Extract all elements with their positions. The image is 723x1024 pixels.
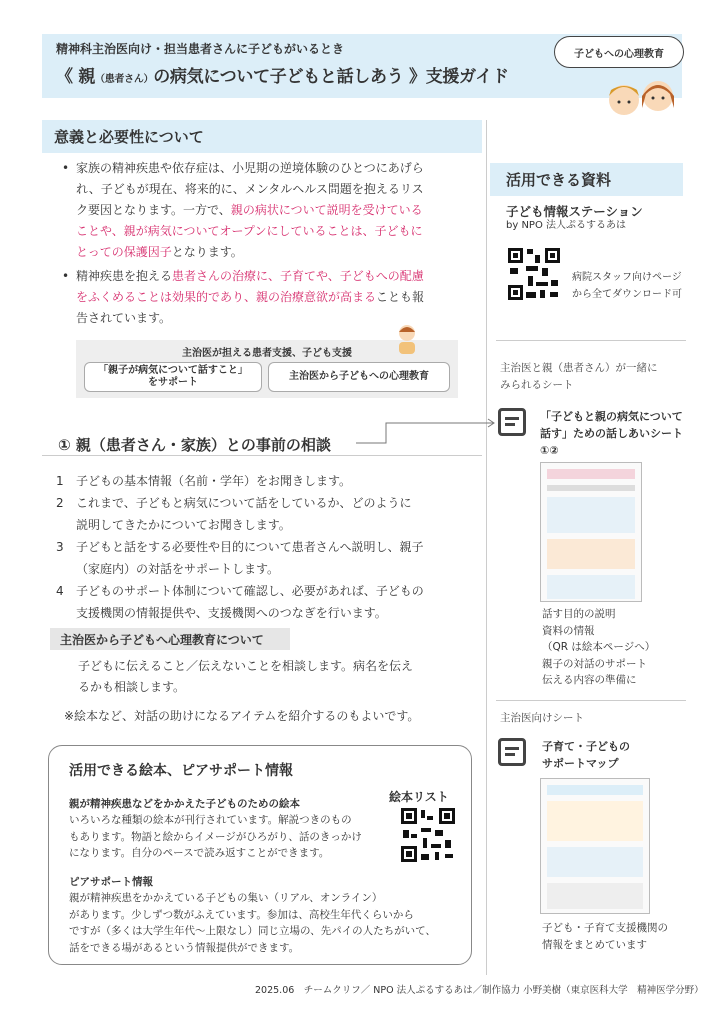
peer-heading: ピアサポート情報: [69, 876, 153, 888]
psychoed-tag: 主治医から子どもへ心理教育について: [50, 628, 290, 650]
step-2: 2 これまで、子どもと病気について話をしているか、どのように 説明してきたかについてお聞きします。: [56, 496, 412, 532]
station-name: 子ども情報ステーション: [506, 204, 643, 219]
note: ※絵本など、対話の助けになるアイテムを紹介するのもよいです。: [64, 709, 420, 723]
column-divider: [486, 120, 487, 975]
divider: [496, 700, 686, 701]
sheet1-thumbnail[interactable]: [540, 462, 642, 602]
bullet-2: • 精神疾患を抱える患者さんの治療に、子育てや、子どもへの配慮 をふくめることは効果的であり、親の治療意欲が高まることも報 告されています。: [62, 269, 425, 325]
download-note: 病院スタッフ向けページ から全てダウンロード可: [572, 272, 682, 300]
sheet2-description: 子ども・子育て支援機関の 情報をまとめています: [542, 922, 668, 951]
bullet-1: • 家族の精神疾患や依存症は、小児期の逆境体験のひとつにあげら れ、子どもが現在、将来的に、メンタルヘルス問題を抱えるリス ク要因となります。一方で、親の病状について説明を受けている ことや、親が病気についてオープンにしていることは、子どもに とっての保護因子となります。: [62, 161, 424, 259]
person-icon: [394, 324, 420, 354]
section-significance-title: 意義と必要性について: [42, 120, 482, 153]
document-icon: [498, 738, 526, 766]
station-by: by NPO 法人ぷるするあは: [506, 220, 627, 231]
document-icon: [498, 408, 526, 436]
divider: [496, 340, 686, 341]
resources-title: 活用できる絵本、ピアサポート情報: [69, 763, 293, 779]
page-title: 《 親（患者さん）の病気について子どもと話しあう 》支援ガイド: [56, 67, 509, 87]
divider: [42, 455, 482, 456]
sheet2-thumbnail[interactable]: [540, 778, 650, 914]
step-3: 3 子どもと話をする必要性や目的について患者さんへ説明し、親子 （家庭内）の対話をサポートします。: [56, 540, 424, 576]
arrow-connector: [356, 418, 496, 448]
pill-psychoeducation: 主治医から子どもへの心理教育: [268, 362, 450, 392]
step-1: 1 子どもの基本情報（名前・学年）をお聞きします。: [56, 474, 352, 488]
psychoed-text: 子どもに伝えること／伝えないことを相談します。病名を伝え るかも相談します。: [78, 659, 414, 694]
pill-talk-support: 「親子が病気について話すこと」 をサポート: [84, 362, 262, 392]
children-illustration: [602, 70, 682, 116]
materials-title: 活用できる資料: [490, 163, 683, 196]
header-banner: [42, 34, 682, 98]
qr-code-icon[interactable]: [399, 806, 457, 864]
qr-label: 絵本リスト: [389, 790, 449, 804]
picturebook-text: いろいろな種類の絵本が刊行されています。解説つきのもの もあります。物語と絵からイメージがひろがり、話のきっかけ になります。自分のペースで読み返すことができます。: [69, 814, 362, 859]
footer-credits: 2025.06 チームクリフ／ NPO 法人ぷるするあは／制作協力 小野美樹（東京医科大学 精神医学分野）: [255, 985, 704, 996]
sheet2-title[interactable]: 子育て・子どもの サポートマップ: [542, 740, 630, 770]
resources-box: [48, 745, 472, 965]
step-4: 4 子どものサポート体制について確認し、必要があれば、子どもの 支援機関の情報提供や、支援機関へのつなぎを行います。: [56, 584, 424, 620]
support-box: 主治医が担える患者支援、子ども支援 「親子が病気について話すこと」 をサポート 主治医から子どもへの心理教育: [76, 340, 458, 398]
sheet1-description: 話す目的の説明 資料の情報 （QR は絵本ページへ） 親子の対話のサポート 伝える内容の準備に: [542, 608, 656, 686]
peer-text: 親が精神疾患をかかえている子どもの集い（リアル、オンライン） があります。少しずつ数がふえています。参加は、高校生年代くらいから ですが（多くは大学生年代〜上限なし）同じ立場の、先パイの人たちがいて、 話をできる場があるという情報提供ができます。: [69, 892, 436, 954]
picturebook-heading: 親が精神疾患などをかかえた子どものための絵本: [69, 798, 300, 810]
section-consult-title: ① 親（患者さん・家族）との事前の相談: [58, 436, 331, 454]
speech-bubble: 子どもへの心理教育: [554, 36, 684, 68]
sheet1-title[interactable]: 「子どもと親の病気について 話す」ための話しあいシート ①②: [540, 410, 683, 457]
station-qr-icon[interactable]: [506, 246, 562, 302]
sheet2-label: 主治医向けシート: [500, 712, 584, 724]
header-subtitle: 精神科主治医向け・担当患者さんに子どもがいるとき: [56, 42, 345, 56]
sheet1-label: 主治医と親（患者さん）が一緒に みられるシート: [500, 362, 658, 391]
